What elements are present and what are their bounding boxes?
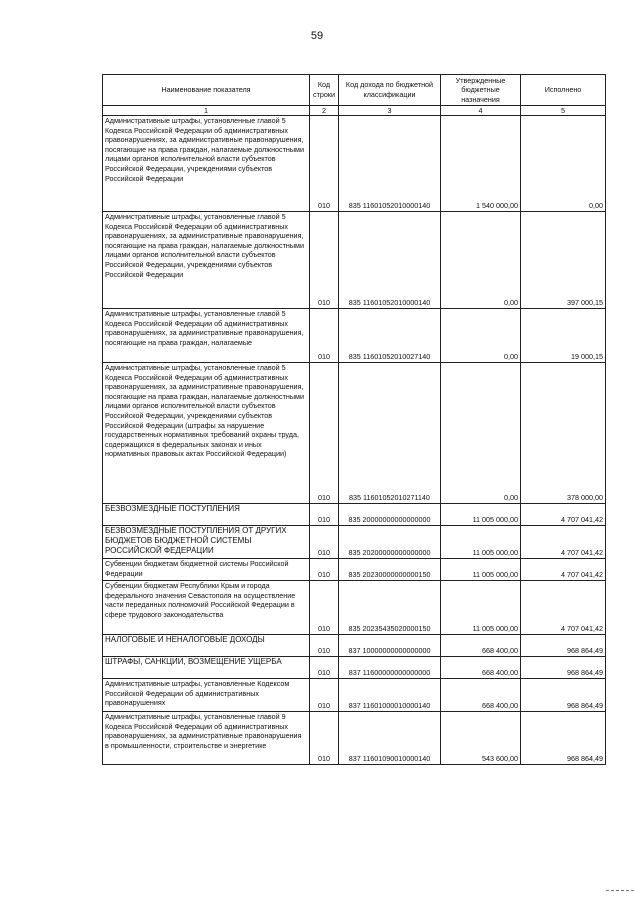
table-row xyxy=(103,679,606,712)
row-name: Административные штрафы, установленные Кодексом Российской Федерации об административных правонарушениях xyxy=(103,679,310,712)
budget-execution-table xyxy=(102,74,606,765)
row-executed: 378 000,00 xyxy=(521,363,606,504)
row-executed: 968 864,49 xyxy=(521,679,606,712)
row-line-code: 010 xyxy=(310,712,339,765)
row-income-code: 835 20000000000000000 xyxy=(339,504,441,526)
table-row xyxy=(103,559,606,581)
row-name: Субвенции бюджетам Республики Крым и города федерального значения Севастополя на осуществление части переданных полномочий Российской Федерации в сфере трудового законодательства xyxy=(103,581,310,635)
row-line-code: 010 xyxy=(310,679,339,712)
row-name: БЕЗВОЗМЕЗДНЫЕ ПОСТУПЛЕНИЯ ОТ ДРУГИХ БЮДЖЕТОВ БЮДЖЕТНОЙ СИСТЕМЫ РОССИЙСКОЙ ФЕДЕРАЦИИ xyxy=(103,526,310,559)
table-row xyxy=(103,581,606,635)
row-income-code: 835 20230000000000150 xyxy=(339,559,441,581)
row-name: Административные штрафы, установленные главой 5 Кодекса Российской Федерации об административных правонарушениях, за административные правонарушения, посягающие на права граждан, налагаемые должностными лицами органов исполнительной власти субъектов Российской Федерации, учреждениями субъектов Российской Федерации (штрафы за нарушение государственных нормативных требований охраны труда, содержащихся в федеральных законах и иных нормативных правовых актах Российской Федерации) xyxy=(103,363,310,504)
row-approved: 11 005 000,00 xyxy=(441,504,521,526)
row-executed: 4 707 041,42 xyxy=(521,581,606,635)
row-approved: 0,00 xyxy=(441,363,521,504)
row-line-code: 010 xyxy=(310,504,339,526)
table-row xyxy=(103,363,606,504)
row-name: Административные штрафы, установленные главой 5 Кодекса Российской Федерации об административных правонарушениях, за административные правонарушения, посягающие на права граждан, налагаемые xyxy=(103,309,310,363)
table-row xyxy=(103,504,606,526)
row-name: Административные штрафы, установленные главой 9 Кодекса Российской Федерации об административных правонарушениях, за административные правонарушения в промышленности, строительстве и энергетике xyxy=(103,712,310,765)
column-number: 4 xyxy=(441,106,521,116)
row-executed: 4 707 041,42 xyxy=(521,504,606,526)
row-income-code: 835 11601052010271140 xyxy=(339,363,441,504)
row-executed: 397 000,15 xyxy=(521,212,606,309)
table-row xyxy=(103,657,606,679)
page-number: 59 xyxy=(310,30,324,42)
column-number: 5 xyxy=(521,106,606,116)
column-number: 3 xyxy=(339,106,441,116)
row-line-code: 010 xyxy=(310,309,339,363)
row-executed: 968 864,49 xyxy=(521,635,606,657)
row-name: ШТРАФЫ, САНКЦИИ, ВОЗМЕЩЕНИЕ УЩЕРБА xyxy=(103,657,310,679)
row-line-code: 010 xyxy=(310,581,339,635)
header-income-code: Код дохода по бюджетной классификации xyxy=(339,75,441,106)
row-executed: 0,00 xyxy=(521,116,606,212)
table-row xyxy=(103,309,606,363)
row-income-code: 835 11601052010000140 xyxy=(339,116,441,212)
row-approved: 668 400,00 xyxy=(441,657,521,679)
row-executed: 19 000,15 xyxy=(521,309,606,363)
table-row xyxy=(103,635,606,657)
row-line-code: 010 xyxy=(310,635,339,657)
row-approved: 11 005 000,00 xyxy=(441,526,521,559)
row-line-code: 010 xyxy=(310,526,339,559)
header-line-code: Код строки xyxy=(310,75,339,106)
table-row xyxy=(103,712,606,765)
column-number-row xyxy=(103,106,606,116)
row-income-code: 835 11601052010000140 xyxy=(339,212,441,309)
row-approved: 0,00 xyxy=(441,309,521,363)
row-line-code: 010 xyxy=(310,559,339,581)
row-name: Субвенции бюджетам бюджетной системы Российской Федерации xyxy=(103,559,310,581)
row-income-code: 837 11601090010000140 xyxy=(339,712,441,765)
row-approved: 543 600,00 xyxy=(441,712,521,765)
row-income-code: 837 11600000000000000 xyxy=(339,657,441,679)
table-row xyxy=(103,116,606,212)
table-row xyxy=(103,526,606,559)
row-approved: 668 400,00 xyxy=(441,679,521,712)
table-row xyxy=(103,212,606,309)
row-approved: 11 005 000,00 xyxy=(441,559,521,581)
column-number: 1 xyxy=(103,106,310,116)
row-executed: 968 864,49 xyxy=(521,712,606,765)
row-income-code: 835 11601052010027140 xyxy=(339,309,441,363)
row-line-code: 010 xyxy=(310,116,339,212)
row-line-code: 010 xyxy=(310,363,339,504)
row-income-code: 837 10000000000000000 xyxy=(339,635,441,657)
header-row xyxy=(103,75,606,106)
page-edge-mark xyxy=(606,890,634,893)
row-approved: 11 005 000,00 xyxy=(441,581,521,635)
row-line-code: 010 xyxy=(310,657,339,679)
header-executed: Исполнено xyxy=(521,75,606,106)
header-name: Наименование показателя xyxy=(103,75,310,106)
row-approved: 668 400,00 xyxy=(441,635,521,657)
row-executed: 968 864,49 xyxy=(521,657,606,679)
row-name: БЕЗВОЗМЕЗДНЫЕ ПОСТУПЛЕНИЯ xyxy=(103,504,310,526)
row-approved: 1 540 000,00 xyxy=(441,116,521,212)
row-name: Административные штрафы, установленные главой 5 Кодекса Российской Федерации об административных правонарушениях, за административные правонарушения, посягающие на права граждан, налагаемые должностными лицами органов исполнительной власти субъектов Российской Федерации, учреждениями субъектов Российской Федерации xyxy=(103,212,310,309)
row-income-code: 837 11601000010000140 xyxy=(339,679,441,712)
row-name: НАЛОГОВЫЕ И НЕНАЛОГОВЫЕ ДОХОДЫ xyxy=(103,635,310,657)
column-number: 2 xyxy=(310,106,339,116)
row-line-code: 010 xyxy=(310,212,339,309)
row-executed: 4 707 041,42 xyxy=(521,526,606,559)
row-income-code: 835 20235435020000150 xyxy=(339,581,441,635)
row-approved: 0,00 xyxy=(441,212,521,309)
row-income-code: 835 20200000000000000 xyxy=(339,526,441,559)
row-executed: 4 707 041,42 xyxy=(521,559,606,581)
header-approved: Утвержденные бюджетные назначения xyxy=(441,75,521,106)
row-name: Административные штрафы, установленные главой 5 Кодекса Российской Федерации об административных правонарушениях, за административные правонарушения, посягающие на права граждан, налагаемые должностными лицами органов исполнительной власти субъектов Российской Федерации, учреждениями субъектов Российской Федерации xyxy=(103,116,310,212)
